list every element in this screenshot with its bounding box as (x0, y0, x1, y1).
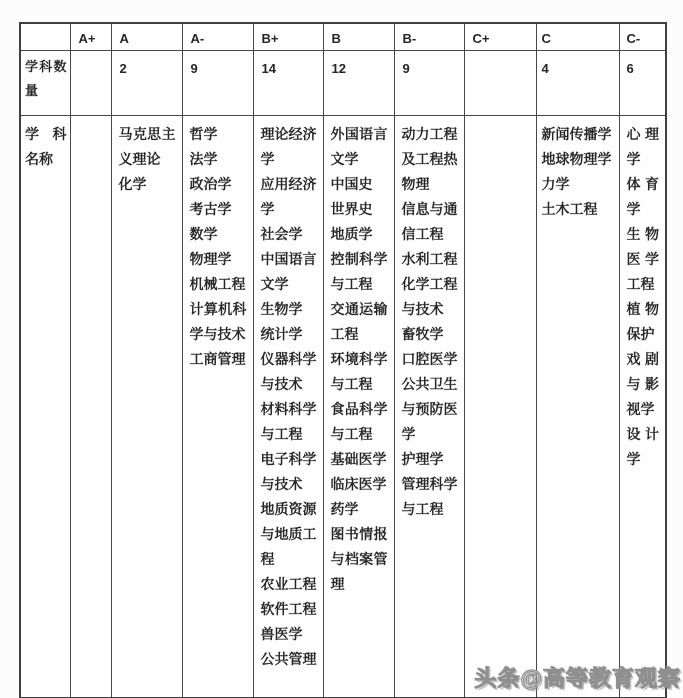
discipline-item: 电子科学与技术 (260, 451, 317, 492)
grade-header-cell: A+ (70, 23, 111, 51)
discipline-item: 体育学 (626, 176, 659, 217)
discipline-item: 地球物理学 (541, 151, 612, 167)
discipline-item: 畜牧学 (401, 326, 444, 342)
count-row-label: 学科数量 (20, 51, 70, 116)
discipline-evaluation-table (19, 22, 667, 698)
discipline-item: 水利工程 (401, 251, 458, 267)
count-cell (464, 51, 536, 116)
discipline-item: 公共卫生与预防医学 (401, 376, 458, 442)
discipline-item: 中国史 (330, 176, 373, 192)
discipline-item: 工商管理 (189, 351, 246, 367)
discipline-item: 机械工程 (189, 276, 246, 292)
discipline-item: 新闻传播学 (541, 126, 612, 142)
names-row-label: 学科名称 (20, 116, 70, 698)
count-cell: 4 (536, 51, 619, 116)
discipline-item: 临床医学 (330, 476, 387, 492)
discipline-item: 土木工程 (541, 201, 598, 217)
discipline-item: 公共管理 (260, 651, 317, 667)
discipline-item: 心理学 (626, 126, 659, 167)
discipline-item: 基础医学 (330, 451, 387, 467)
discipline-item: 地质学 (330, 226, 373, 242)
discipline-item: 动力工程及工程热物理 (401, 126, 458, 192)
discipline-item: 社会学 (260, 226, 303, 242)
grade-header-cell: C- (619, 23, 666, 51)
count-cell: 9 (182, 51, 253, 116)
grade-header-cell: A (111, 23, 182, 51)
discipline-item: 农业工程 (260, 576, 317, 592)
discipline-item: 政治学 (189, 176, 232, 192)
discipline-item: 应用经济学 (260, 176, 317, 217)
names-cell-b-plus (253, 116, 323, 698)
count-row (20, 51, 666, 116)
grade-header-cell: B- (394, 23, 464, 51)
discipline-item: 理论经济学 (260, 126, 317, 167)
grade-header-cell: A- (182, 23, 253, 51)
count-cell: 12 (323, 51, 394, 116)
discipline-item: 哲学 (189, 126, 218, 142)
names-cell-a-minus (182, 116, 253, 698)
discipline-item: 软件工程 (260, 601, 317, 617)
discipline-item: 统计学 (260, 326, 303, 342)
discipline-item: 法学 (189, 151, 218, 167)
count-cell: 9 (394, 51, 464, 116)
names-cell-c (536, 116, 619, 698)
count-cell: 2 (111, 51, 182, 116)
discipline-item: 世界史 (330, 201, 373, 217)
discipline-item: 植物保护 (626, 301, 659, 342)
discipline-item: 中国语言文学 (260, 251, 317, 292)
discipline-item: 护理学 (401, 451, 444, 467)
grade-header-row (20, 23, 666, 51)
discipline-item: 考古学 (189, 201, 232, 217)
names-cell-b-minus (394, 116, 464, 698)
corner-cell (20, 23, 70, 51)
names-cell-a (111, 116, 182, 698)
count-cell: 14 (253, 51, 323, 116)
names-cell-b (323, 116, 394, 698)
discipline-item: 口腔医学 (401, 351, 458, 367)
names-cell-c-plus (464, 116, 536, 698)
grade-header-cell: C (536, 23, 619, 51)
names-cell-a-plus (70, 116, 111, 698)
grade-header-cell: B (323, 23, 394, 51)
discipline-item: 交通运输工程 (330, 301, 388, 342)
discipline-item: 食品科学与工程 (330, 401, 388, 442)
discipline-item: 管理科学与工程 (401, 476, 458, 517)
discipline-item: 信息与通信工程 (401, 201, 458, 242)
names-row (20, 116, 666, 698)
discipline-item: 化学 (118, 176, 147, 192)
count-cell: 6 (619, 51, 666, 116)
discipline-item: 化学工程与技术 (401, 276, 458, 317)
discipline-item: 数学 (189, 226, 218, 242)
discipline-item: 计算机科学与技术 (189, 301, 247, 342)
discipline-item: 生物学 (260, 301, 303, 317)
discipline-item: 物理学 (189, 251, 232, 267)
grade-header-cell: C+ (464, 23, 536, 51)
discipline-item: 药学 (330, 501, 359, 517)
grade-header-cell: B+ (253, 23, 323, 51)
discipline-item: 戏剧与影视学 (626, 351, 659, 417)
discipline-item: 环境科学与工程 (330, 351, 388, 392)
discipline-item: 图书情报与档案管理 (330, 526, 388, 592)
discipline-item: 外国语言文学 (330, 126, 388, 167)
discipline-item: 控制科学与工程 (330, 251, 388, 292)
watermark: 头条@高等教育观察 (474, 666, 681, 691)
discipline-item: 力学 (541, 176, 570, 192)
discipline-item: 仪器科学与技术 (260, 351, 317, 392)
discipline-item: 地质资源与地质工程 (260, 501, 317, 567)
discipline-item: 生物医学工程 (626, 226, 659, 292)
discipline-item: 设计学 (626, 426, 659, 467)
discipline-item: 兽医学 (260, 626, 303, 642)
names-cell-c-minus (619, 116, 666, 698)
discipline-item: 材料科学与工程 (260, 401, 317, 442)
discipline-item: 马克思主义理论 (118, 126, 176, 167)
count-cell (70, 51, 111, 116)
